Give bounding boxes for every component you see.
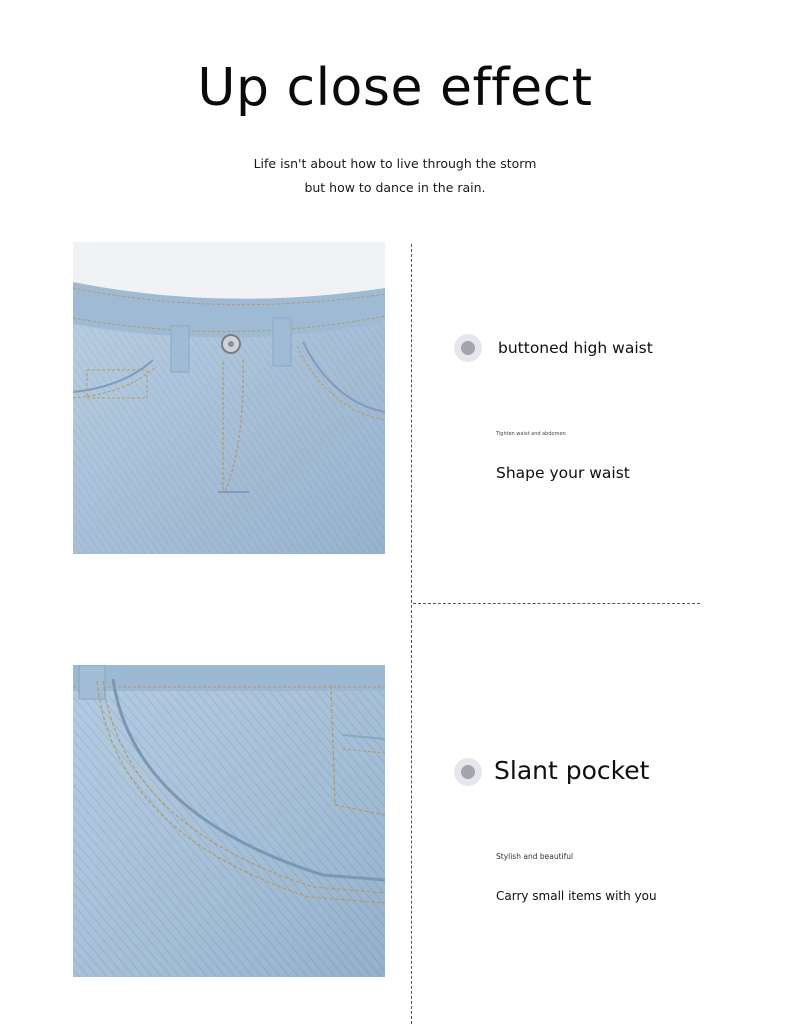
vertical-dashed-divider: [411, 244, 412, 1024]
page-title: Up close effect: [197, 58, 593, 118]
bullet-dot-icon: [454, 758, 482, 786]
denim-waist-closeup-image: [73, 242, 385, 554]
feature-1-title: buttoned high waist: [498, 339, 653, 357]
bullet-dot-icon: [454, 334, 482, 362]
feature-2-description: Carry small items with you: [496, 889, 657, 903]
horizontal-dashed-divider: [413, 603, 700, 604]
feature-1-tagline: Tighten waist and abdomen: [496, 431, 566, 437]
feature-2-title: Slant pocket: [494, 756, 650, 785]
waist-photo: [73, 242, 385, 554]
denim-pocket-closeup-image: [73, 665, 385, 977]
pocket-photo: [73, 665, 385, 977]
subtitle-line-2: but how to dance in the rain.: [304, 180, 486, 195]
feature-2-tagline: Stylish and beautiful: [496, 852, 574, 861]
feature-1-description: Shape your waist: [496, 464, 630, 482]
subtitle-line-1: Life isn't about how to live through the storm: [253, 156, 537, 171]
